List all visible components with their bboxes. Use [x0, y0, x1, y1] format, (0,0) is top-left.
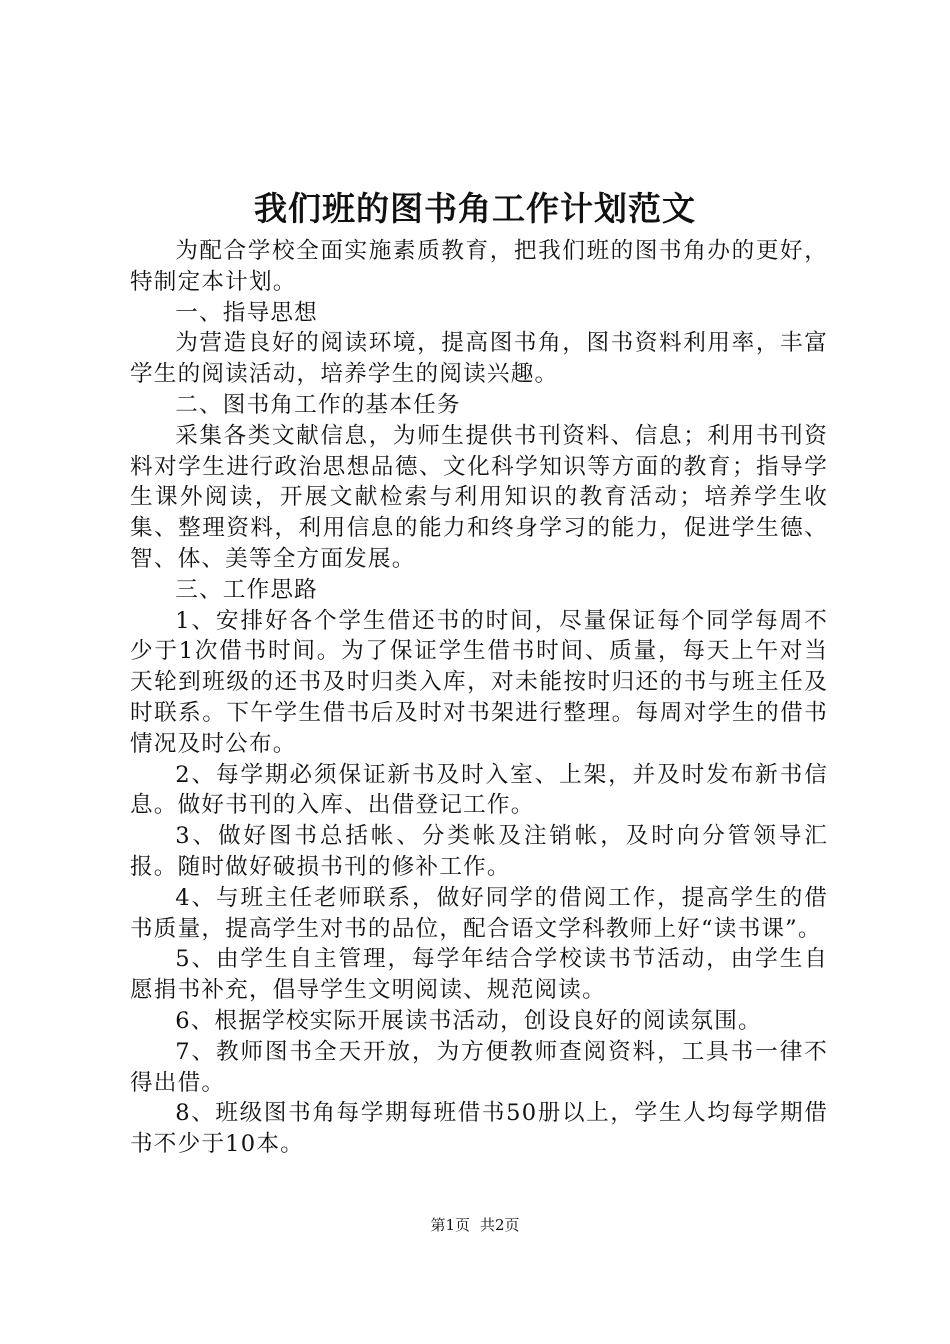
paragraph-guiding-idea: 为营造良好的阅读环境，提高图书角，图书资料利用率，丰富学生的阅读活动，培养学生的阅读兴趣。	[130, 330, 828, 388]
section-heading-3: 三、工作思路	[175, 576, 318, 603]
work-item-6: 6、根据学校实际开展读书活动，创设良好的阅读氛围。	[175, 1007, 762, 1034]
paragraph-basic-tasks: 采集各类文献信息，为师生提供书刊资料、信息；利用书刊资料对学生进行政治思想品德、文化科学知识等方面的教育；指导学生课外阅读，开展文献检索与利用知识的教育活动；培养学生收集、整理资料，利用信息的能力和终身学习的能力，促进学生德、智、体、美等全方面发展。	[130, 422, 828, 572]
work-item-7: 7、教师图书全天开放，为方便教师查阅资料，工具书一律不得出借。	[130, 1038, 828, 1096]
page-total: 共2页	[480, 1216, 520, 1234]
page-footer	[0, 1214, 950, 1236]
work-item-4: 4、与班主任老师联系，做好同学的借阅工作，提高学生的借书质量，提高学生对书的品位，配合语文学科教师上好“读书课”。	[130, 884, 828, 942]
document-body	[130, 236, 828, 1160]
paragraph-intro: 为配合学校全面实施素质教育，把我们班的图书角办的更好，特制定本计划。	[130, 238, 828, 295]
section-heading-2: 二、图书角工作的基本任务	[175, 391, 461, 418]
work-item-1: 1、安排好各个学生借还书的时间，尽量保证每个同学每周不少于1次借书时间。为了保证学生借书时间、质量，每天上午对当天轮到班级的还书及时归类入库，对未能按时归还的书与班主任及时联系。下午学生借书后及时对书架进行整理。每周对学生的借书情况及时公布。	[130, 607, 828, 757]
document-title: 我们班的图书角工作计划范文	[254, 189, 696, 228]
work-item-5: 5、由学生自主管理，每学年结合学校读书节活动，由学生自愿捐书补充，倡导学生文明阅读、规范阅读。	[130, 946, 828, 1004]
page-number: 第1页	[430, 1216, 470, 1234]
section-heading-1: 一、指导思想	[175, 299, 318, 326]
work-item-8: 8、班级图书角每学期每班借书50册以上，学生人均每学期借书不少于10本。	[130, 1100, 828, 1158]
work-item-3: 3、做好图书总括帐、分类帐及注销帐，及时向分管领导汇报。随时做好破损书刊的修补工作。	[130, 823, 828, 880]
work-item-2: 2、每学期必须保证新书及时入室、上架，并及时发布新书信息。做好书刊的入库、出借登记工作。	[130, 761, 828, 819]
